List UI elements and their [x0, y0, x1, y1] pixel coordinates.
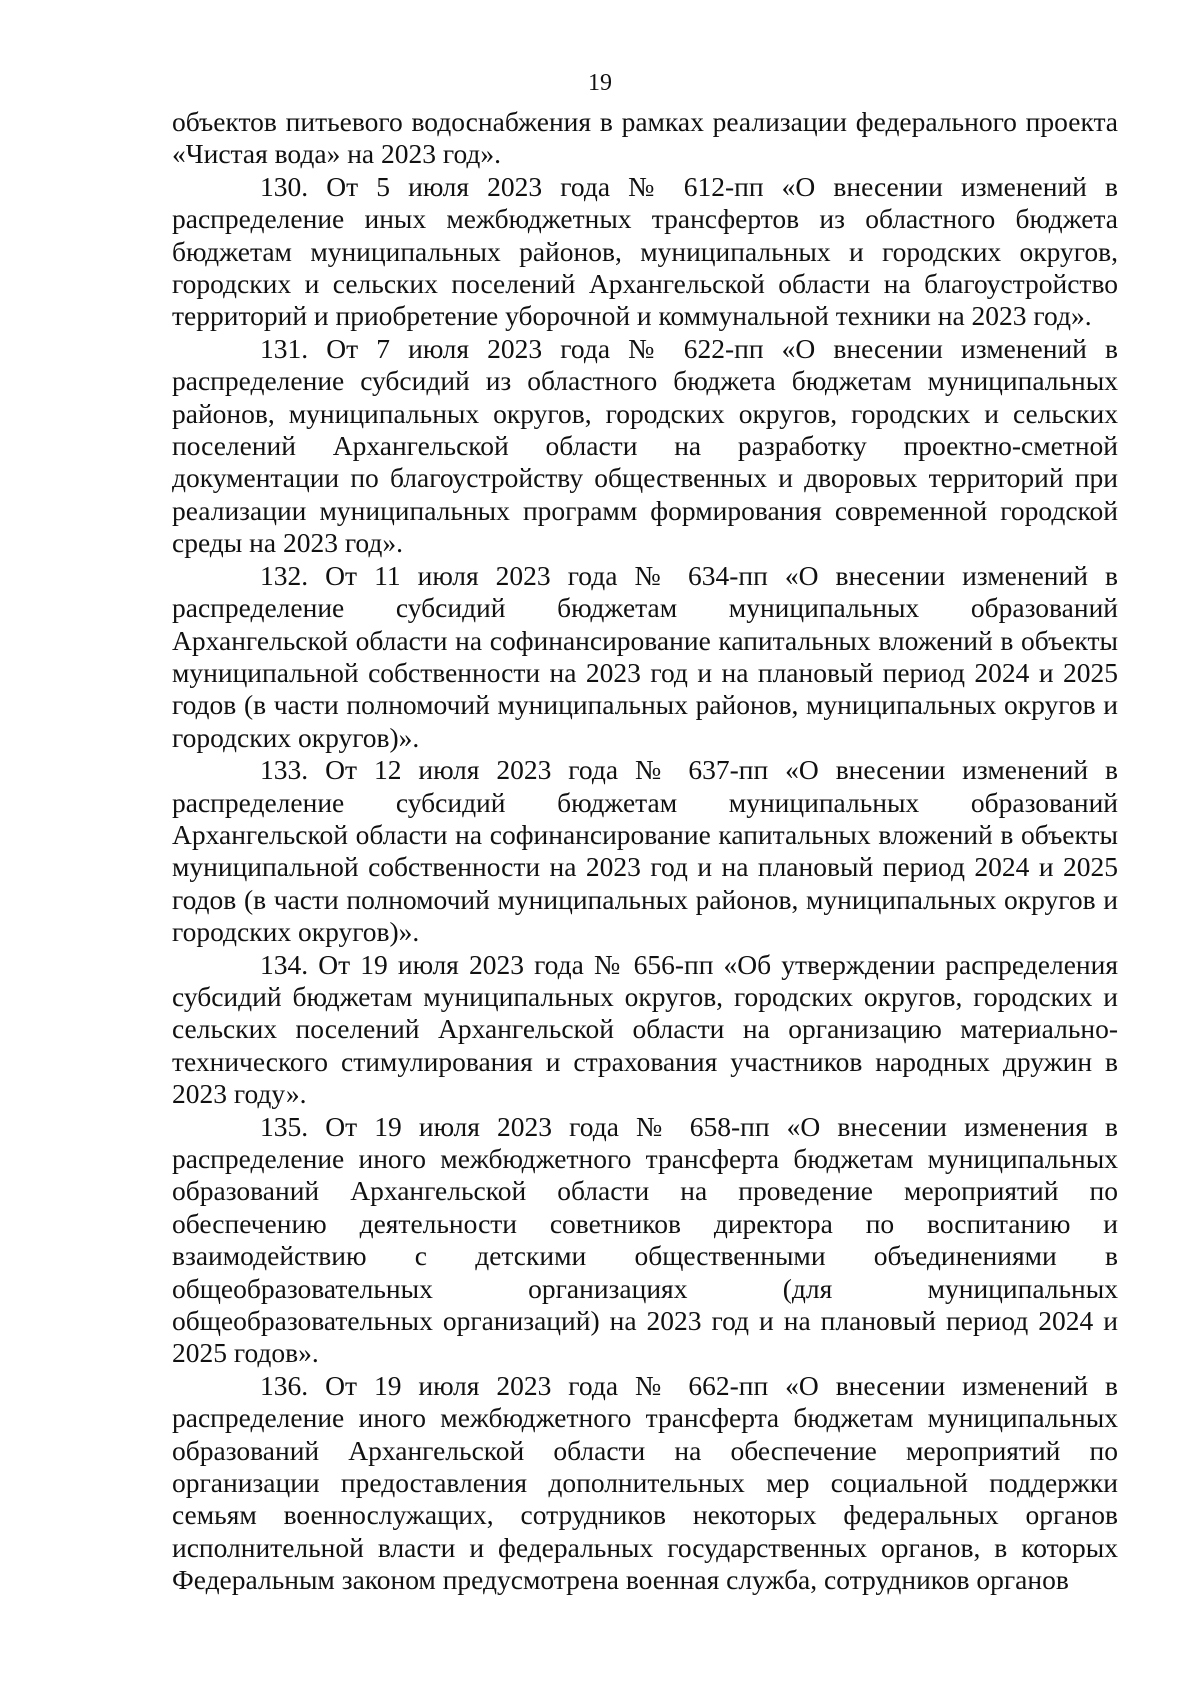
list-item-131: 131. От 7 июля 2023 года № 622-пп «О внесении изменений в распределение субсидий из областного бюджета бюджетам муниципальных районов, муниципальных округов, городских округов, городских и сельских поселений Архангельской области на разработку проектно-сметной документации по благоустройству общественных и дворовых территорий при реализации муниципальных программ формирования современной городской среды на 2023 год».: [172, 332, 1118, 559]
list-item-132: 132. От 11 июля 2023 года № 634-пп «О внесении изменений в распределение субсидий бюджетам муниципальных образований Архангельской области на софинансирование капитальных вложений в объекты муниципальной собственности на 2023 год и на плановый период 2024 и 2025 годов (в части полномочий муниципальных районов, муниципальных округов и городских округов)».: [172, 559, 1118, 753]
list-item-136: 136. От 19 июля 2023 года № 662-пп «О внесении изменений в распределение иного межбюджетного трансферта бюджетам муниципальных образований Архангельской области на обеспечение мероприятий по организации предоставления дополнительных мер социальной поддержки семьям военнослужащих, сотрудников некоторых федеральных органов исполнительной власти и федеральных государственных органов, в которых Федеральным законом предусмотрена военная служба, сотрудников органов: [172, 1369, 1118, 1596]
list-item-130: 130. От 5 июля 2023 года № 612-пп «О внесении изменений в распределение иных межбюджетных трансфертов из областного бюджета бюджетам муниципальных районов, муниципальных и городских округов, городских и сельских поселений Архангельской области на благоустройство территорий и приобретение уборочной и коммунальной техники на 2023 год».: [172, 170, 1118, 332]
document-body: [172, 106, 1118, 1597]
paragraph-continuation: объектов питьевого водоснабжения в рамках реализации федерального проекта «Чистая вода» на 2023 год».: [172, 106, 1118, 170]
page-number: 19: [588, 70, 612, 96]
list-item-133: 133. От 12 июля 2023 года № 637-пп «О внесении изменений в распределение субсидий бюджетам муниципальных образований Архангельской области на софинансирование капитальных вложений в объекты муниципальной собственности на 2023 год и на плановый период 2024 и 2025 годов (в части полномочий муниципальных районов, муниципальных округов и городских округов)».: [172, 754, 1118, 948]
list-item-134: 134. От 19 июля 2023 года № 656-пп «Об утверждении распределения субсидий бюджетам муниципальных округов, городских округов, городских и сельских поселений Архангельской области на организацию материально-технического стимулирования и страхования участников народных дружин в 2023 году».: [172, 948, 1118, 1110]
list-item-135: 135. От 19 июля 2023 года № 658-пп «О внесении изменения в распределение иного межбюджетного трансферта бюджетам муниципальных образований Архангельской области на проведение мероприятий по обеспечению деятельности советников директора по воспитанию и взаимодействию с детскими общественными объединениями в общеобразовательных организациях (для муниципальных общеобразовательных организаций) на 2023 год и на плановый период 2024 и 2025 годов».: [172, 1110, 1118, 1369]
